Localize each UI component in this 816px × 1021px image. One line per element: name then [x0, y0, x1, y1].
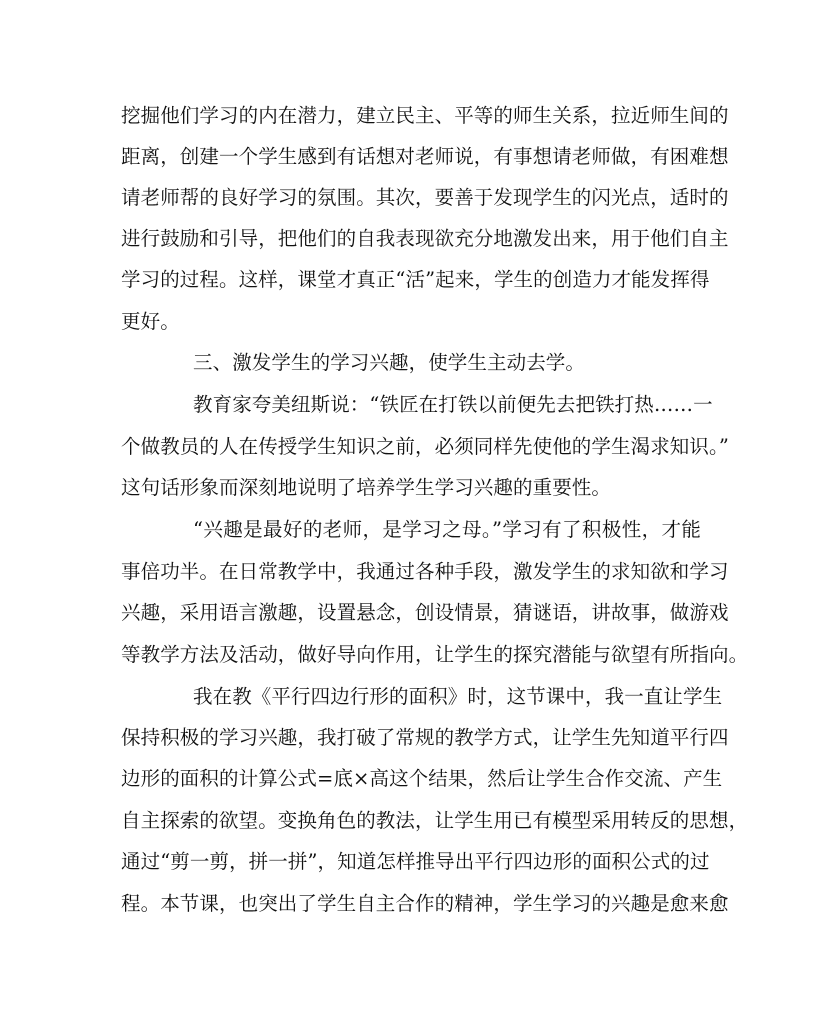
text-line: 程。本节课，也突出了学生自主合作的精神，学生学习的兴趣是愈来愈	[121, 892, 729, 915]
text-line: 进行鼓励和引导，把他们的自我表现欲充分地激发出来，用于他们自主	[121, 227, 729, 250]
text-line: 学习的过程。这样，课堂才真正“活”起来，学生的创造力才能发挥得	[121, 268, 710, 291]
text-line: 兴趣，采用语言激趣，设置悬念，创设情景，猜谜语，讲故事，做游戏	[121, 601, 729, 624]
text-line: 保持积极的学习兴趣，我打破了常规的教学方式，让学生先知道平行四	[121, 726, 729, 749]
text-line: 通过“剪一剪，拼一拼”，知道怎样推导出平行四边形的面积公式的过	[121, 850, 710, 873]
text-line: 个做教员的人在传授学生知识之前，必须同样先使他的学生渴求知识。”	[121, 435, 729, 458]
text-line: 教育家夸美纽斯说：“铁匠在打铁以前便先去把铁打热……一	[193, 393, 713, 416]
text-line: 等教学方法及活动，做好导向作用，让学生的探究潜能与欲望有所指向。	[121, 643, 749, 666]
text-line: 挖掘他们学习的内在潜力，建立民主、平等的师生关系，拉近师生间的	[121, 104, 729, 127]
text-line: “兴趣是最好的老师，是学习之母。”学习有了积极性，才能	[193, 518, 701, 541]
text-line: 距离，创建一个学生感到有话想对老师说，有事想请老师做，有困难想	[121, 145, 729, 168]
text-line: 边形的面积的计算公式=底×高这个结果，然后让学生合作交流、产生	[121, 767, 723, 790]
text-line: 这句话形象而深刻地说明了培养学生学习兴趣的重要性。	[121, 476, 612, 499]
text-line: 更好。	[121, 310, 180, 333]
text-line: 自主探索的欲望。变换角色的教法，让学生用已有模型采用转反的思想，	[121, 809, 749, 832]
section-heading: 三、激发学生的学习兴趣，使学生主动去学。	[193, 351, 586, 374]
text-line: 请老师帮的良好学习的氛围。其次，要善于发现学生的闪光点，适时的	[121, 186, 729, 209]
text-line: 事倍功半。在日常教学中，我通过各种手段，激发学生的求知欲和学习	[121, 560, 729, 583]
text-line: 我在教《平行四边行形的面积》时，这节课中，我一直让学生	[193, 685, 723, 708]
